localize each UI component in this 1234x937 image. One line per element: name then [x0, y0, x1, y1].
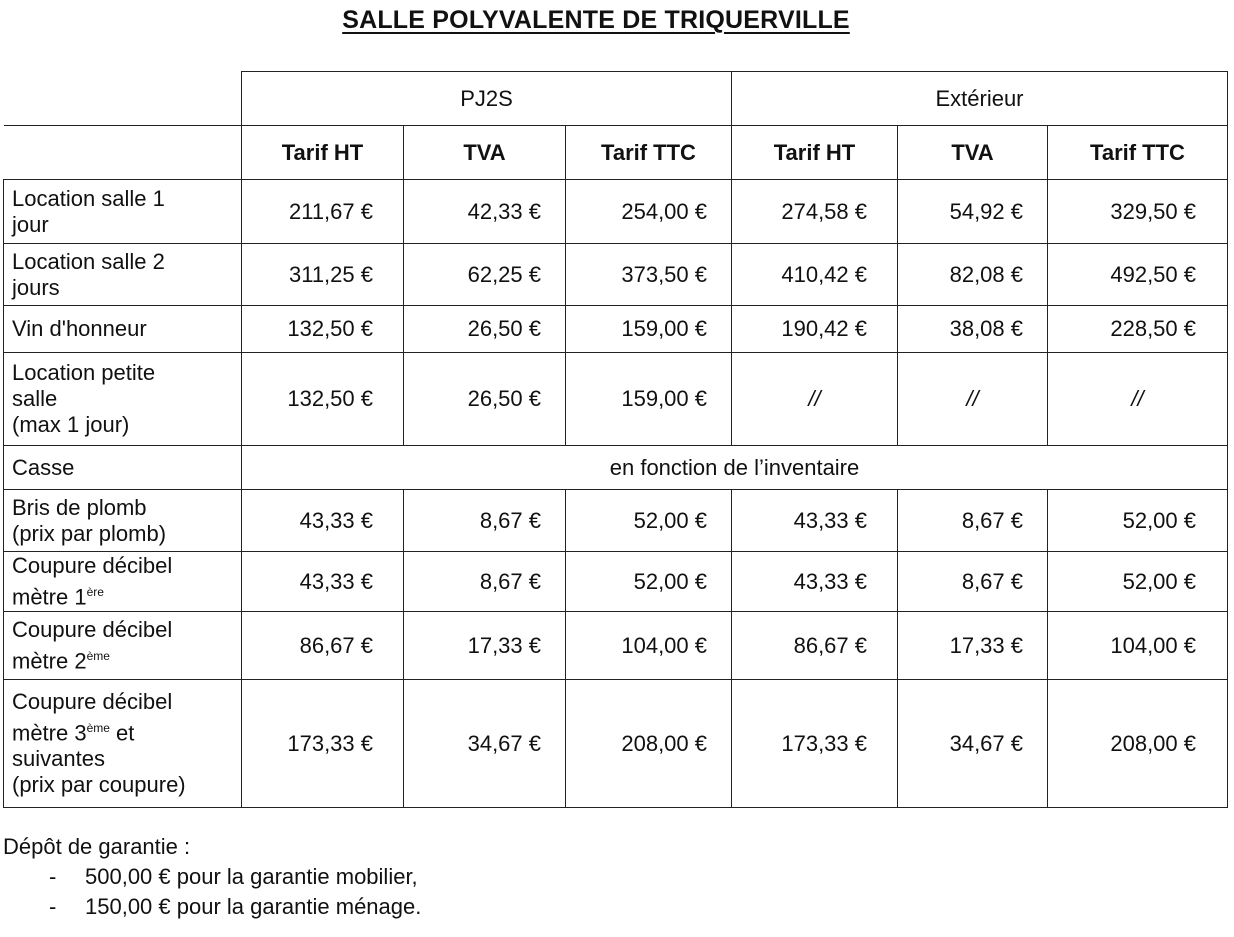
cell-value: 8,67 €	[404, 490, 566, 552]
cell-value: 43,33 €	[732, 552, 898, 612]
cell-value: 26,50 €	[404, 353, 566, 446]
deposit-label: Dépôt de garantie :	[3, 834, 191, 859]
cell-value: 132,50 €	[242, 353, 404, 446]
table-row	[4, 306, 1228, 353]
table-row	[4, 446, 1228, 490]
row-label: Casse	[4, 446, 242, 490]
row-label: Location petite salle (max 1 jour)	[4, 353, 242, 446]
deposit-list	[3, 862, 421, 922]
cell-value: 173,33 €	[242, 680, 404, 808]
list-item: - 500,00 € pour la garantie mobilier,	[49, 862, 421, 892]
cell-value: 34,67 €	[898, 680, 1048, 808]
cell-value: 132,50 €	[242, 306, 404, 353]
cell-value: 42,33 €	[404, 180, 566, 244]
table-row	[4, 490, 1228, 552]
cell-value: 38,08 €	[898, 306, 1048, 353]
document-title: SALLE POLYVALENTE DE TRIQUERVILLE	[342, 6, 850, 34]
cell-value: 62,25 €	[404, 244, 566, 306]
cell-value: 17,33 €	[404, 612, 566, 680]
row-label: Bris de plomb (prix par plomb)	[4, 490, 242, 552]
cell-value: 373,50 €	[566, 244, 732, 306]
cell-value: 159,00 €	[566, 353, 732, 446]
column-header: Tarif TTC	[1048, 126, 1228, 180]
table-row	[4, 353, 1228, 446]
cell-value: 492,50 €	[1048, 244, 1228, 306]
row-label	[4, 552, 242, 612]
row-label-main: Coupure décibel mètre 1	[12, 552, 173, 610]
cell-value: 208,00 €	[566, 680, 732, 808]
group-header-exterieur: Extérieur	[732, 72, 1228, 126]
cell-value: 54,92 €	[898, 180, 1048, 244]
cell-value: 8,67 €	[898, 490, 1048, 552]
cell-value: 190,42 €	[732, 306, 898, 353]
row-label: Vin d'honneur	[4, 306, 242, 353]
cell-value: 82,08 €	[898, 244, 1048, 306]
row-label	[4, 612, 242, 680]
row-label	[4, 680, 242, 808]
table-row	[4, 180, 1228, 244]
cell-value: 43,33 €	[732, 490, 898, 552]
table-row	[4, 612, 1228, 680]
row-label: Location salle 1 jour	[4, 180, 242, 244]
column-header: Tarif HT	[242, 126, 404, 180]
table-row	[4, 244, 1228, 306]
cell-value: 8,67 €	[404, 552, 566, 612]
cell-value: 86,67 €	[732, 612, 898, 680]
table-row	[4, 552, 1228, 612]
cell-value: 329,50 €	[1048, 180, 1228, 244]
row-label-main: Coupure décibel mètre 3	[12, 688, 173, 746]
cell-value: 34,67 €	[404, 680, 566, 808]
cell-value: 52,00 €	[1048, 552, 1228, 612]
column-header: Tarif HT	[732, 126, 898, 180]
cell-value: 208,00 €	[1048, 680, 1228, 808]
cell-value: 254,00 €	[566, 180, 732, 244]
cell-value: 311,25 €	[242, 244, 404, 306]
cell-value: 26,50 €	[404, 306, 566, 353]
row-label-main: Coupure décibel mètre 2	[12, 616, 173, 674]
list-item: - 150,00 € pour la garantie ménage.	[49, 892, 421, 922]
row-label-superscript: ème	[86, 648, 110, 663]
cell-value: 211,67 €	[242, 180, 404, 244]
cell-value: 52,00 €	[566, 552, 732, 612]
table-row	[4, 680, 1228, 808]
deposit-section	[3, 832, 421, 922]
cell-value: 159,00 €	[566, 306, 732, 353]
group-header-pj2s: PJ2S	[242, 72, 732, 126]
row-label-rest: et suivantes (prix par coupure)	[12, 720, 186, 798]
cell-value: 43,33 €	[242, 490, 404, 552]
cell-value: 17,33 €	[898, 612, 1048, 680]
cell-value: 228,50 €	[1048, 306, 1228, 353]
rate-table	[3, 71, 1228, 808]
corner-cell	[4, 72, 242, 126]
row-label-superscript: ère	[86, 584, 104, 599]
cell-value: 410,42 €	[732, 244, 898, 306]
row-label: Location salle 2 jours	[4, 244, 242, 306]
cell-value: 274,58 €	[732, 180, 898, 244]
cell-value: 52,00 €	[566, 490, 732, 552]
cell-not-applicable: //	[732, 353, 898, 446]
cell-value: 104,00 €	[1048, 612, 1228, 680]
cell-value: 104,00 €	[566, 612, 732, 680]
cell-value: 86,67 €	[242, 612, 404, 680]
cell-value: 173,33 €	[732, 680, 898, 808]
cell-value: 43,33 €	[242, 552, 404, 612]
cell-value: 52,00 €	[1048, 490, 1228, 552]
corner-cell	[4, 126, 242, 180]
merged-cell: en fonction de l’inventaire	[242, 446, 1228, 490]
cell-not-applicable: //	[1048, 353, 1228, 446]
cell-value: 8,67 €	[898, 552, 1048, 612]
cell-not-applicable: //	[898, 353, 1048, 446]
column-header: TVA	[898, 126, 1048, 180]
column-header: TVA	[404, 126, 566, 180]
column-header: Tarif TTC	[566, 126, 732, 180]
row-label-superscript: ème	[86, 720, 110, 735]
